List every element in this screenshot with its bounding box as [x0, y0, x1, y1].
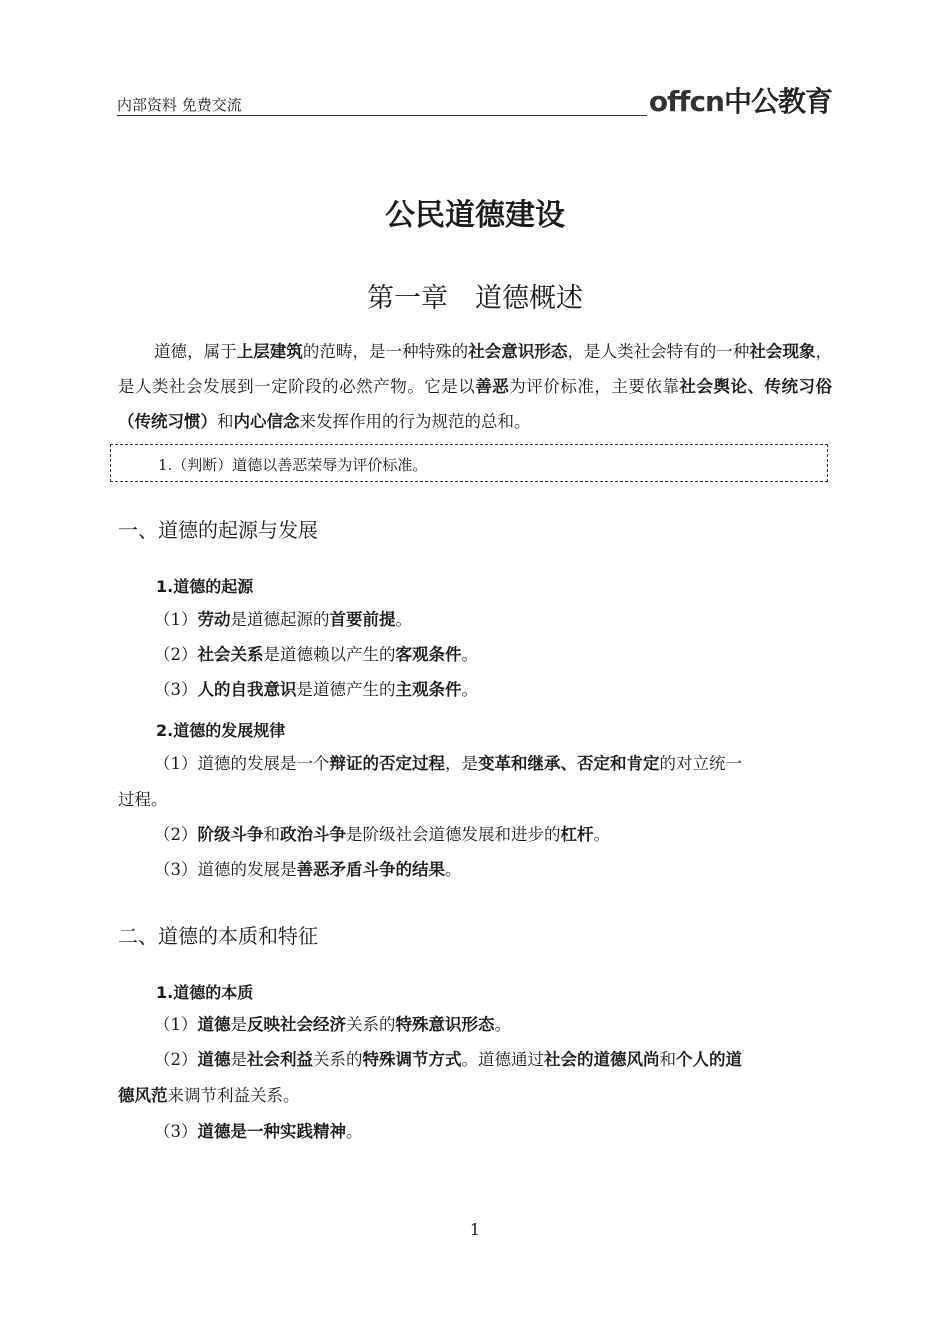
header-note: 内部资料 免费交流	[117, 96, 242, 114]
question-box	[110, 444, 828, 482]
list-item: （1）劳动是道德起源的首要前提。	[154, 610, 412, 629]
page-number: 1	[469, 1220, 481, 1239]
question-text: 1.（判断）道德以善恶荣辱为评价标准。	[158, 456, 428, 474]
list-item: （1）道德是反映社会经济关系的特殊意识形态。	[154, 1015, 511, 1034]
intro-paragraph: 道德，属于上层建筑的范畴，是一种特殊的社会意识形态，是人类社会特有的一种社会现象，是人类社会发展到一定阶段的必然产物。它是以善恶为评价标准，主要依靠社会舆论、传统习俗（传统习惯）和内心信念来发挥作用的行为规范的总和。	[118, 342, 833, 431]
logo-cn: 中公教育	[723, 85, 832, 118]
list-item: （2）社会关系是道德赖以产生的客观条件。	[154, 645, 478, 664]
subheading-origin: 1.道德的起源	[156, 577, 254, 596]
chapter-title: 第一章 道德概述	[367, 283, 583, 314]
list-item-continuation: 德风范来调节利益关系。	[118, 1086, 300, 1105]
list-item: （2）阶级斗争和政治斗争是阶级社会道德发展和进步的杠杆。	[154, 825, 610, 844]
header-rule	[117, 115, 647, 116]
offcn-logo	[649, 80, 832, 120]
list-item: （1）道德的发展是一个辩证的否定过程，是变革和继承、否定和肯定的对立统一	[154, 754, 742, 773]
list-item: （3）道德是一种实践精神。	[154, 1122, 363, 1141]
list-item-continuation: 过程。	[118, 790, 168, 809]
subheading-essence: 1.道德的本质	[156, 983, 254, 1002]
document-title: 公民道德建设	[385, 198, 565, 233]
section-heading-origin: 一、道德的起源与发展	[118, 518, 318, 542]
page-header	[117, 80, 832, 120]
list-item: （3）人的自我意识是道德产生的主观条件。	[154, 680, 478, 699]
list-item: （3）道德的发展是善恶矛盾斗争的结果。	[154, 860, 462, 879]
subheading-development: 2.道德的发展规律	[156, 721, 286, 740]
logo-en: offcn	[648, 85, 724, 118]
list-item: （2）道德是社会利益关系的特殊调节方式。道德通过社会的道德风尚和个人的道	[154, 1050, 742, 1069]
section-heading-essence: 二、道德的本质和特征	[118, 924, 318, 948]
